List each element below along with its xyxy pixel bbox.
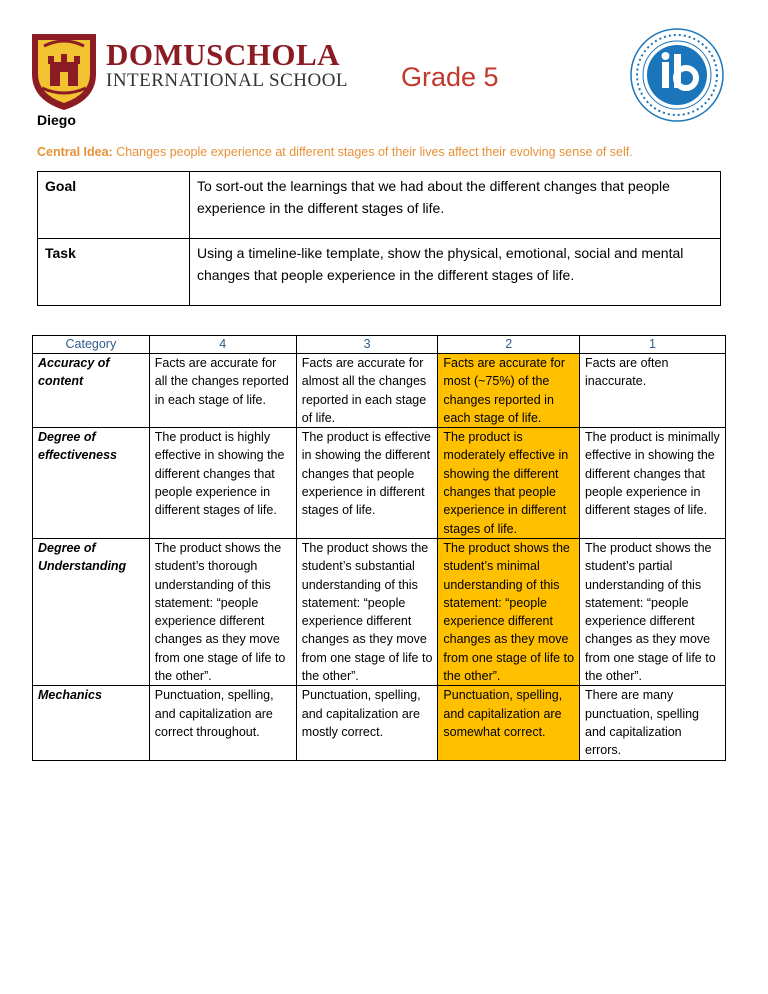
header-score-1: 1	[580, 336, 726, 354]
central-idea-text: Changes people experience at different stages of their lives affect their evolving sense of self.	[112, 145, 633, 159]
score-4-cell: Punctuation, spelling, and capitalization are correct throughout.	[149, 686, 296, 760]
student-name: Diego	[37, 112, 76, 128]
rubric-table	[32, 335, 726, 761]
score-4-cell: The product shows the student’s thorough understanding of this statement: “people experience different changes as they move from one stage of life to the other”.	[149, 538, 296, 685]
score-2-cell-highlighted: The product is moderately effective in showing the different changes that people experience in different stages of life.	[438, 428, 580, 539]
score-3-cell: The product shows the student’s substantial understanding of this statement: “people experience different changes as they move from one stage of life to the other”.	[296, 538, 438, 685]
rubric-row-accuracy	[33, 354, 726, 428]
ib-world-school-logo	[628, 26, 726, 124]
score-3-cell: The product is effective in showing the different changes that people experience in different stages of life.	[296, 428, 438, 539]
task-row	[38, 239, 721, 306]
score-2-cell-highlighted: Punctuation, spelling, and capitalization are somewhat correct.	[438, 686, 580, 760]
goal-row	[38, 172, 721, 239]
grade-heading: Grade 5	[401, 62, 499, 92]
header-score-3: 3	[296, 336, 438, 354]
central-idea-label: Central Idea:	[37, 145, 113, 159]
school-name	[106, 37, 349, 92]
category-cell: Mechanics	[33, 686, 150, 760]
score-4-cell: The product is highly effective in showing the different changes that people experience in different stages of life.	[149, 428, 296, 539]
goal-task-table	[37, 171, 721, 306]
category-cell: Accuracy of content	[33, 354, 150, 428]
task-label: Task	[38, 239, 190, 306]
score-3-cell: Punctuation, spelling, and capitalization are mostly correct.	[296, 686, 438, 760]
header-score-2: 2	[438, 336, 580, 354]
header-score-4: 4	[149, 336, 296, 354]
score-2-cell-highlighted: Facts are accurate for most (~75%) of the changes reported in each stage of life.	[438, 354, 580, 428]
rubric-row-effectiveness	[33, 428, 726, 539]
school-name-line1: DOMUSCHOLA	[106, 37, 341, 72]
rubric-row-understanding	[33, 538, 726, 685]
score-1-cell: The product is minimally effective in showing the different changes that people experience in different stages of life.	[580, 428, 726, 539]
goal-text: To sort-out the learnings that we had about the different changes that people experience in the different stages of life.	[190, 172, 721, 239]
score-1-cell: Facts are often inaccurate.	[580, 354, 726, 428]
central-idea	[37, 145, 633, 159]
goal-label: Goal	[38, 172, 190, 239]
category-cell: Degree of Understanding	[33, 538, 150, 685]
school-crest-logo	[28, 28, 100, 112]
school-name-line2: INTERNATIONAL SCHOOL	[106, 70, 349, 91]
score-1-cell: The product shows the student’s partial understanding of this statement: “people experience different changes as they move from one stage of life to the other”.	[580, 538, 726, 685]
rubric-row-mechanics	[33, 686, 726, 760]
header-category: Category	[33, 336, 150, 354]
task-text: Using a timeline-like template, show the physical, emotional, social and mental changes that people experience in the different stages of life.	[190, 239, 721, 306]
category-cell: Degree of effectiveness	[33, 428, 150, 539]
score-1-cell: There are many punctuation, spelling and capitalization errors.	[580, 686, 726, 760]
score-2-cell-highlighted: The product shows the student’s minimal understanding of this statement: “people experience different changes as they move from one stage of life to the other”.	[438, 538, 580, 685]
score-4-cell: Facts are accurate for all the changes reported in each stage of life.	[149, 354, 296, 428]
score-3-cell: Facts are accurate for almost all the changes reported in each stage of life.	[296, 354, 438, 428]
rubric-header-row	[33, 336, 726, 354]
